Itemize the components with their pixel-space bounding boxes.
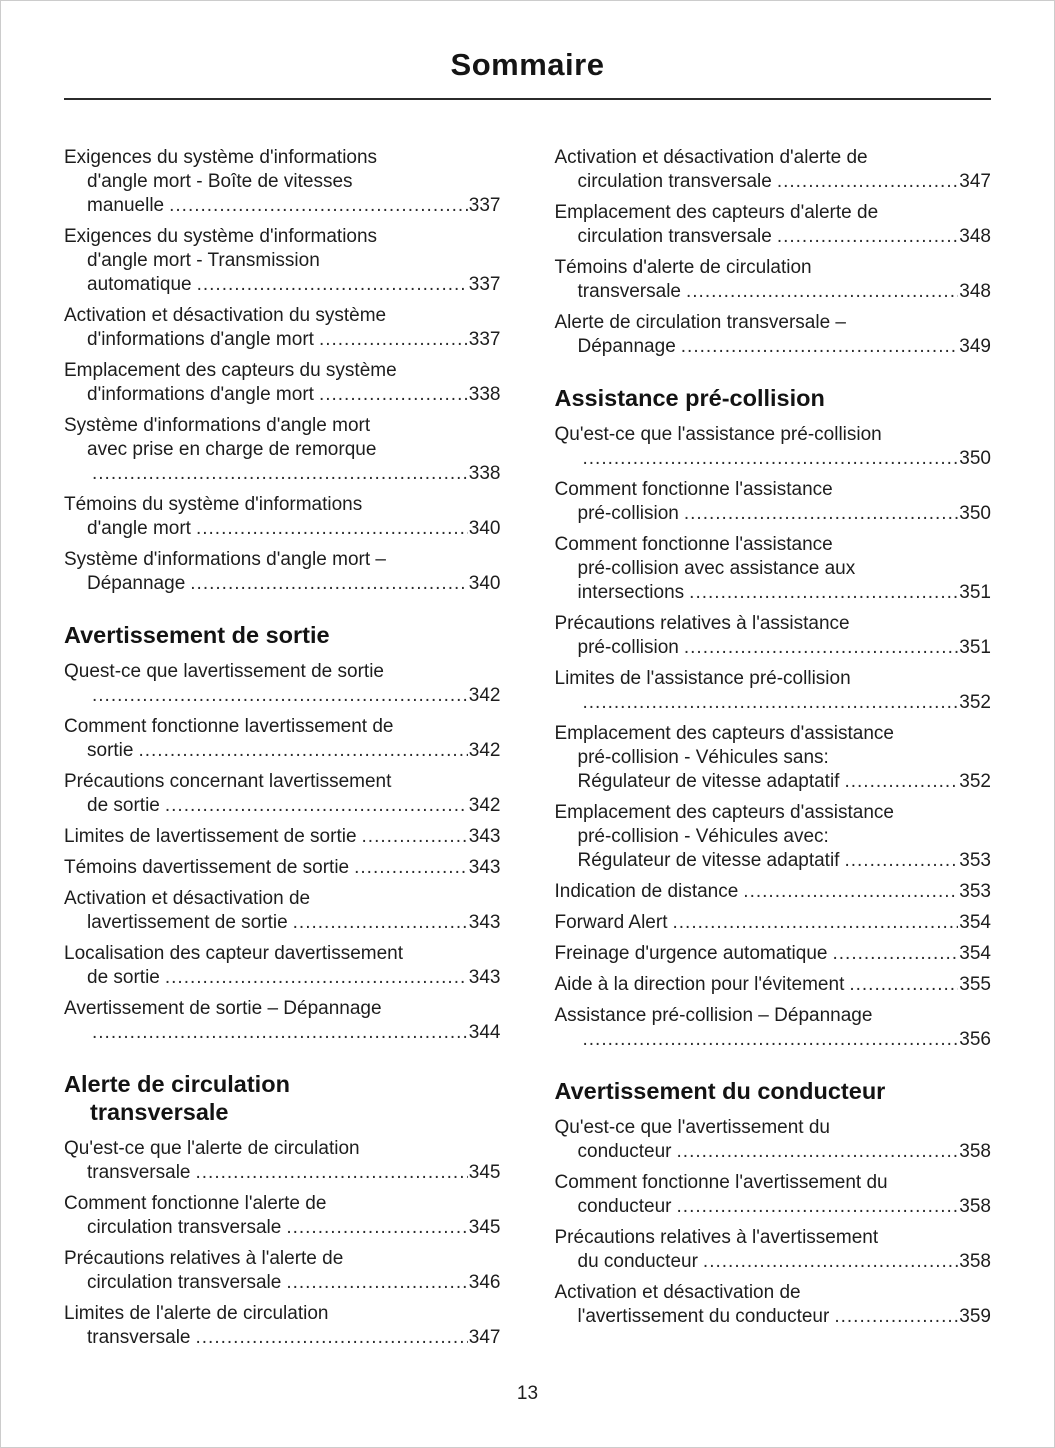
section-heading-line: Assistance pré-collision bbox=[554, 385, 825, 411]
toc-entry bbox=[64, 304, 501, 352]
page-ref: 347 bbox=[468, 1327, 501, 1348]
toc-entry-line bbox=[64, 887, 501, 911]
entry-text: Emplacement des capteurs du système bbox=[64, 360, 397, 381]
toc-entry-line bbox=[555, 636, 992, 660]
entry-text: intersections bbox=[577, 582, 685, 603]
toc-entry-line bbox=[555, 691, 992, 715]
toc-entry bbox=[555, 201, 992, 249]
entry-text: du conducteur bbox=[577, 1251, 698, 1272]
entry-text: Activation et désactivation de bbox=[554, 1282, 801, 1303]
page-ref: 356 bbox=[959, 1029, 991, 1050]
page-ref: 355 bbox=[959, 974, 991, 995]
dot-leader bbox=[92, 462, 468, 486]
page-ref: 351 bbox=[959, 637, 991, 658]
entry-text: Système d'informations d'angle mort bbox=[64, 415, 371, 436]
entry-text: Exigences du système d'informations bbox=[64, 147, 378, 168]
toc-entry-line bbox=[555, 280, 992, 304]
entry-text: conducteur bbox=[577, 1141, 672, 1162]
entry-text: Indication de distance bbox=[554, 881, 739, 902]
toc-entry bbox=[555, 801, 992, 873]
toc-entry-line bbox=[64, 770, 501, 794]
toc-entry-line bbox=[64, 825, 501, 849]
dot-leader bbox=[686, 280, 958, 304]
page-ref: 349 bbox=[959, 336, 991, 357]
entry-text: d'angle mort - Transmission bbox=[87, 250, 320, 271]
toc-entry-line bbox=[555, 612, 992, 636]
dot-leader bbox=[681, 335, 959, 359]
dot-leader bbox=[844, 770, 958, 794]
page-ref: 346 bbox=[468, 1272, 501, 1293]
toc-entry-line bbox=[555, 478, 992, 502]
dot-leader bbox=[832, 942, 958, 966]
dot-leader bbox=[743, 880, 958, 904]
entry-text: Activation et désactivation de bbox=[64, 888, 311, 909]
toc-entry-line bbox=[64, 856, 501, 880]
page-ref: 352 bbox=[959, 692, 991, 713]
entry-text: Activation et désactivation du système bbox=[64, 305, 387, 326]
section-heading-line: Alerte de circulation bbox=[64, 1071, 290, 1097]
page-ref: 343 bbox=[468, 967, 501, 988]
toc-entry bbox=[64, 493, 501, 541]
entry-text: Régulateur de vitesse adaptatif bbox=[577, 850, 840, 871]
toc-entry-line bbox=[64, 328, 501, 352]
page-ref: 350 bbox=[959, 503, 991, 524]
entry-text: Comment fonctionne lavertissement de bbox=[64, 716, 394, 737]
toc-entry bbox=[64, 856, 501, 880]
toc-entry-line bbox=[64, 383, 501, 407]
page-ref: 342 bbox=[468, 740, 501, 761]
page-ref: 358 bbox=[959, 1251, 991, 1272]
page-ref: 342 bbox=[468, 685, 501, 706]
toc-entry-line bbox=[64, 1161, 501, 1185]
dot-leader bbox=[92, 684, 468, 708]
dot-leader bbox=[196, 1326, 468, 1350]
entry-text: Comment fonctionne l'alerte de bbox=[64, 1193, 327, 1214]
dot-leader bbox=[169, 194, 468, 218]
toc-entry-line bbox=[555, 423, 992, 447]
entry-text: Localisation des capteur davertissement bbox=[64, 943, 404, 964]
toc-entry-line bbox=[64, 1247, 501, 1271]
toc-entry bbox=[555, 880, 992, 904]
toc-entry bbox=[64, 1137, 501, 1185]
entry-text: Emplacement des capteurs d'alerte de bbox=[554, 202, 879, 223]
toc-entry-line bbox=[555, 770, 992, 794]
page-ref: 353 bbox=[959, 881, 991, 902]
toc-entry bbox=[555, 667, 992, 715]
toc-column-left bbox=[64, 146, 501, 1357]
toc-entry bbox=[555, 722, 992, 794]
toc-entry bbox=[555, 1281, 992, 1329]
entry-text: avec prise en charge de remorque bbox=[87, 439, 377, 460]
dot-leader bbox=[319, 328, 468, 352]
toc-entry-line bbox=[555, 1305, 992, 1329]
entry-text: Régulateur de vitesse adaptatif bbox=[577, 771, 840, 792]
toc-entry-line bbox=[555, 1028, 992, 1052]
entry-text: transversale bbox=[87, 1327, 191, 1348]
dot-leader bbox=[844, 849, 958, 873]
page-ref: 344 bbox=[468, 1022, 501, 1043]
page-ref: 343 bbox=[468, 826, 501, 847]
entry-text: pré-collision bbox=[577, 637, 679, 658]
toc-entry-line bbox=[64, 462, 501, 486]
entry-text: automatique bbox=[87, 274, 192, 295]
page-header bbox=[64, 47, 991, 100]
entry-text: transversale bbox=[87, 1162, 191, 1183]
toc-entry-line bbox=[64, 304, 501, 328]
entry-text: pré-collision bbox=[577, 503, 679, 524]
entry-text: lavertissement de sortie bbox=[87, 912, 288, 933]
dot-leader bbox=[777, 170, 958, 194]
page-ref: 345 bbox=[468, 1217, 501, 1238]
entry-text: Emplacement des capteurs d'assistance bbox=[554, 723, 894, 744]
dot-leader bbox=[92, 1021, 468, 1045]
entry-text: Précautions concernant lavertissement bbox=[64, 771, 392, 792]
toc-entry bbox=[555, 942, 992, 966]
dot-leader bbox=[190, 572, 468, 596]
toc-entry-line bbox=[555, 911, 992, 935]
dot-leader bbox=[834, 1305, 958, 1329]
page-ref: 337 bbox=[468, 274, 501, 295]
toc-entry bbox=[64, 1247, 501, 1295]
toc-entry-line bbox=[555, 335, 992, 359]
toc-entry-line bbox=[64, 715, 501, 739]
page-ref: 345 bbox=[468, 1162, 501, 1183]
section-heading bbox=[64, 621, 501, 649]
dot-leader bbox=[196, 1161, 468, 1185]
dot-leader bbox=[777, 225, 958, 249]
toc-entry-line bbox=[555, 1140, 992, 1164]
toc-entry bbox=[555, 146, 992, 194]
toc-entry-line bbox=[555, 311, 992, 335]
toc-entry-line bbox=[555, 146, 992, 170]
page-ref: 359 bbox=[959, 1306, 991, 1327]
toc-entry-line bbox=[555, 942, 992, 966]
toc-entry-line bbox=[64, 1326, 501, 1350]
toc-entry-line bbox=[64, 997, 501, 1021]
entry-text: Freinage d'urgence automatique bbox=[554, 943, 828, 964]
toc-entry-line bbox=[64, 1021, 501, 1045]
toc-entry bbox=[64, 997, 501, 1045]
page-title: Sommaire bbox=[450, 47, 605, 82]
section-heading bbox=[555, 1077, 992, 1105]
entry-text: de sortie bbox=[87, 967, 160, 988]
entry-text: d'informations d'angle mort bbox=[87, 329, 314, 350]
toc-entry-line bbox=[555, 849, 992, 873]
page-number: 13 bbox=[516, 1383, 539, 1404]
entry-text: Exigences du système d'informations bbox=[64, 226, 378, 247]
toc-entry-line bbox=[555, 170, 992, 194]
page-ref: 354 bbox=[959, 943, 991, 964]
entry-text: Précautions relatives à l'assistance bbox=[554, 613, 850, 634]
entry-text: d'angle mort - Boîte de vitesses bbox=[87, 171, 353, 192]
entry-text: de sortie bbox=[87, 795, 160, 816]
entry-text: Comment fonctionne l'assistance bbox=[554, 479, 833, 500]
toc-entry bbox=[555, 612, 992, 660]
entry-text: Forward Alert bbox=[554, 912, 668, 933]
page-ref: 340 bbox=[468, 518, 501, 539]
entry-text: conducteur bbox=[577, 1196, 672, 1217]
entry-text: Aide à la direction pour l'évitement bbox=[554, 974, 845, 995]
toc-entry-line bbox=[64, 548, 501, 572]
toc-entry-line bbox=[64, 438, 501, 462]
section-heading-line: Avertissement de sortie bbox=[64, 622, 330, 648]
toc-entry-line bbox=[64, 517, 501, 541]
page-ref: 350 bbox=[959, 448, 991, 469]
page-ref: 351 bbox=[959, 582, 991, 603]
page-ref: 337 bbox=[468, 195, 501, 216]
page-ref: 343 bbox=[468, 857, 501, 878]
toc-entry bbox=[555, 311, 992, 359]
entry-text: transversale bbox=[577, 281, 681, 302]
toc-entry bbox=[64, 225, 501, 297]
entry-text: Limites de l'assistance pré-collision bbox=[554, 668, 851, 689]
dot-leader bbox=[703, 1250, 958, 1274]
toc-entry-line bbox=[64, 684, 501, 708]
entry-text: Témoins davertissement de sortie bbox=[64, 857, 350, 878]
toc-entry bbox=[64, 942, 501, 990]
toc-entry-line bbox=[555, 447, 992, 471]
toc-entry-line bbox=[555, 533, 992, 557]
toc-entry bbox=[64, 359, 501, 407]
dot-leader bbox=[362, 825, 468, 849]
toc-entry-line bbox=[555, 1116, 992, 1140]
entry-text: Comment fonctionne l'avertissement du bbox=[554, 1172, 888, 1193]
toc-entry-line bbox=[64, 194, 501, 218]
toc-entry-line bbox=[555, 722, 992, 746]
toc-entry-line bbox=[555, 256, 992, 280]
toc-entry-line bbox=[555, 225, 992, 249]
toc-column-right bbox=[555, 146, 992, 1357]
entry-text: Limites de l'alerte de circulation bbox=[64, 1303, 329, 1324]
toc-entry bbox=[64, 548, 501, 596]
toc-entry-line bbox=[64, 1192, 501, 1216]
entry-text: Témoins du système d'informations bbox=[64, 494, 363, 515]
toc-entry-line bbox=[555, 973, 992, 997]
entry-text: Qu'est-ce que l'alerte de circulation bbox=[64, 1138, 360, 1159]
dot-leader bbox=[319, 383, 468, 407]
toc-entry-line bbox=[64, 794, 501, 818]
entry-text: Emplacement des capteurs d'assistance bbox=[554, 802, 894, 823]
toc-entry-line bbox=[555, 1004, 992, 1028]
entry-text: Dépannage bbox=[87, 573, 186, 594]
entry-text: Quest-ce que lavertissement de sortie bbox=[64, 661, 384, 682]
toc-entry-line bbox=[555, 880, 992, 904]
toc-entry bbox=[64, 1302, 501, 1350]
entry-text: Alerte de circulation transversale – bbox=[554, 312, 846, 333]
toc-entry bbox=[64, 715, 501, 763]
page-ref: 358 bbox=[959, 1141, 991, 1162]
toc-entry-line bbox=[555, 801, 992, 825]
page-ref: 353 bbox=[959, 850, 991, 871]
entry-text: pré-collision avec assistance aux bbox=[577, 558, 856, 579]
toc-entry-line bbox=[64, 1302, 501, 1326]
toc-entry bbox=[555, 911, 992, 935]
dot-leader bbox=[684, 636, 958, 660]
toc-entry-line bbox=[555, 1226, 992, 1250]
dot-leader bbox=[583, 1028, 959, 1052]
toc-entry-line bbox=[64, 1216, 501, 1240]
dot-leader bbox=[286, 1216, 467, 1240]
toc-entry-line bbox=[555, 746, 992, 770]
toc-entry bbox=[555, 1171, 992, 1219]
entry-text: Précautions relatives à l'alerte de bbox=[64, 1248, 344, 1269]
entry-text: circulation transversale bbox=[87, 1217, 282, 1238]
entry-text: Avertissement de sortie – Dépannage bbox=[64, 998, 382, 1019]
toc-entry-line bbox=[555, 1250, 992, 1274]
toc-entry-line bbox=[555, 1171, 992, 1195]
page-ref: 358 bbox=[959, 1196, 991, 1217]
toc-entry-line bbox=[555, 1281, 992, 1305]
toc-entry bbox=[64, 825, 501, 849]
dot-leader bbox=[684, 502, 958, 526]
dot-leader bbox=[849, 973, 958, 997]
dot-leader bbox=[165, 966, 468, 990]
header-rule bbox=[64, 98, 991, 100]
dot-leader bbox=[677, 1195, 959, 1219]
entry-text: d'angle mort bbox=[87, 518, 191, 539]
toc-entry bbox=[555, 973, 992, 997]
entry-text: circulation transversale bbox=[577, 171, 772, 192]
page-ref: 354 bbox=[959, 912, 991, 933]
entry-text: Témoins d'alerte de circulation bbox=[554, 257, 812, 278]
page-ref: 348 bbox=[959, 281, 991, 302]
entry-text: d'informations d'angle mort bbox=[87, 384, 314, 405]
section-heading-line: transversale bbox=[90, 1099, 229, 1125]
toc-entry-line bbox=[64, 249, 501, 273]
toc-entry bbox=[555, 478, 992, 526]
dot-leader bbox=[689, 581, 958, 605]
entry-text: Assistance pré-collision – Dépannage bbox=[554, 1005, 873, 1026]
toc-entry-line bbox=[64, 493, 501, 517]
entry-text: Limites de lavertissement de sortie bbox=[64, 826, 357, 847]
dot-leader bbox=[354, 856, 468, 880]
toc-entry-line bbox=[64, 572, 501, 596]
page-ref: 342 bbox=[468, 795, 501, 816]
page-ref: 347 bbox=[959, 171, 991, 192]
page-ref: 343 bbox=[468, 912, 501, 933]
page-ref: 340 bbox=[468, 573, 501, 594]
page-ref: 338 bbox=[468, 384, 501, 405]
toc-entry bbox=[555, 1226, 992, 1274]
dot-leader bbox=[197, 273, 468, 297]
entry-text: pré-collision - Véhicules avec: bbox=[577, 826, 829, 847]
toc-entry-line bbox=[64, 225, 501, 249]
toc-entry bbox=[64, 146, 501, 218]
toc-entry bbox=[555, 256, 992, 304]
toc-entry-line bbox=[555, 825, 992, 849]
toc-entry-line bbox=[64, 146, 501, 170]
toc-entry-line bbox=[64, 942, 501, 966]
page-ref: 348 bbox=[959, 226, 991, 247]
toc-entry-line bbox=[555, 557, 992, 581]
toc-entry bbox=[555, 423, 992, 471]
toc-entry-line bbox=[64, 1137, 501, 1161]
toc-entry-line bbox=[555, 502, 992, 526]
page-ref: 338 bbox=[468, 463, 501, 484]
dot-leader bbox=[196, 517, 468, 541]
toc-entry bbox=[64, 660, 501, 708]
toc-entry-line bbox=[64, 660, 501, 684]
dot-leader bbox=[583, 447, 959, 471]
entry-text: circulation transversale bbox=[87, 1272, 282, 1293]
toc-entry-line bbox=[64, 966, 501, 990]
entry-text: pré-collision - Véhicules sans: bbox=[577, 747, 829, 768]
dot-leader bbox=[672, 911, 958, 935]
toc-entry-line bbox=[64, 170, 501, 194]
toc-entry-line bbox=[555, 667, 992, 691]
toc-entry-line bbox=[555, 581, 992, 605]
toc-entry-line bbox=[64, 359, 501, 383]
toc-entry bbox=[64, 414, 501, 486]
entry-text: Activation et désactivation d'alerte de bbox=[554, 147, 868, 168]
toc-entry bbox=[64, 770, 501, 818]
dot-leader bbox=[286, 1271, 467, 1295]
entry-text: Système d'informations d'angle mort – bbox=[64, 549, 386, 570]
toc-entry-line bbox=[64, 414, 501, 438]
entry-text: Dépannage bbox=[577, 336, 676, 357]
entry-text: Qu'est-ce que l'avertissement du bbox=[554, 1117, 830, 1138]
toc-entry bbox=[555, 1004, 992, 1052]
page-ref: 337 bbox=[468, 329, 501, 350]
entry-text: Comment fonctionne l'assistance bbox=[554, 534, 833, 555]
entry-text: circulation transversale bbox=[577, 226, 772, 247]
toc-entry-line bbox=[64, 911, 501, 935]
section-heading bbox=[555, 384, 992, 412]
toc-entry bbox=[555, 1116, 992, 1164]
entry-text: manuelle bbox=[87, 195, 165, 216]
entry-text: l'avertissement du conducteur bbox=[577, 1306, 830, 1327]
section-heading-line: Avertissement du conducteur bbox=[554, 1078, 886, 1104]
dot-leader bbox=[165, 794, 468, 818]
toc-entry bbox=[64, 1192, 501, 1240]
toc-entry bbox=[64, 887, 501, 935]
toc-entry-line bbox=[555, 1195, 992, 1219]
toc-entry bbox=[555, 533, 992, 605]
toc-entry-line bbox=[64, 273, 501, 297]
entry-text: Précautions relatives à l'avertissement bbox=[554, 1227, 879, 1248]
toc-entry-line bbox=[64, 1271, 501, 1295]
entry-text: Qu'est-ce que l'assistance pré-collision bbox=[554, 424, 882, 445]
dot-leader bbox=[293, 911, 468, 935]
section-heading bbox=[64, 1070, 501, 1126]
dot-leader bbox=[138, 739, 467, 763]
toc-entry-line bbox=[555, 201, 992, 225]
dot-leader bbox=[583, 691, 959, 715]
page-ref: 352 bbox=[959, 771, 991, 792]
entry-text: sortie bbox=[87, 740, 134, 761]
toc-columns bbox=[64, 146, 991, 1357]
toc-entry-line bbox=[64, 739, 501, 763]
dot-leader bbox=[677, 1140, 959, 1164]
